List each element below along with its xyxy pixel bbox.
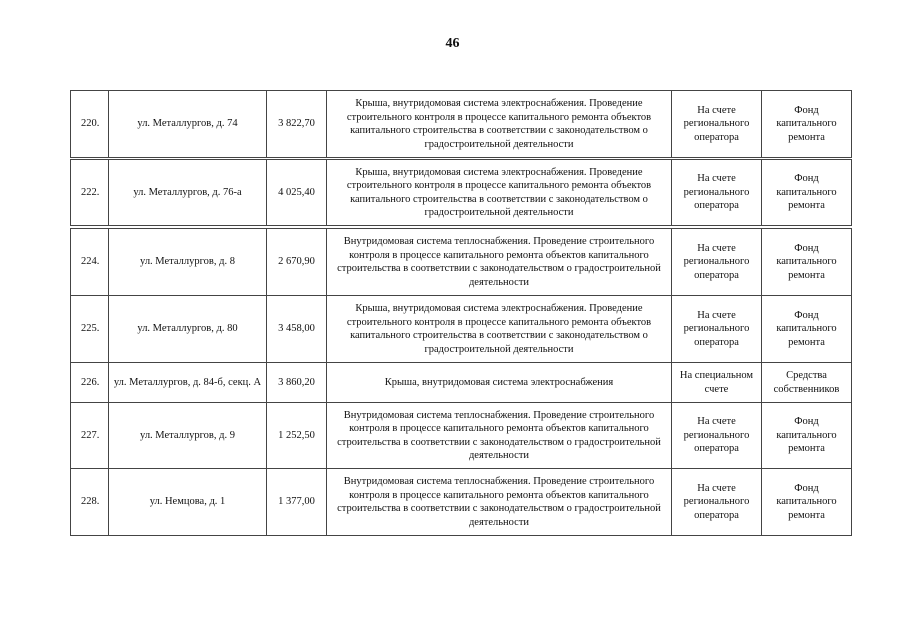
row-number: 226. [71, 363, 109, 403]
work-cell: Крыша, внутридомовая система электроснабжения. Проведение строительного контроля в процессе капитального ремонта объектов капитального строительства в соответствии с законодательством о градостроительной деятельности [327, 296, 672, 363]
work-cell: Внутридомовая система теплоснабжения. Проведение строительного контроля в процессе капитального ремонта объектов капитального строительства в соответствии с законодательством о градостроительной деятельности [327, 229, 672, 296]
account-cell: На счете регионального оператора [672, 403, 762, 469]
repair-table-1 [70, 90, 852, 158]
address-cell: ул. Металлургов, д. 84-б, секц. А [109, 363, 267, 403]
table-row [71, 229, 852, 296]
area-cell: 3 458,00 [267, 296, 327, 363]
row-number: 228. [71, 469, 109, 536]
row-number: 224. [71, 229, 109, 296]
table-row [71, 363, 852, 403]
fund-cell: Фонд капитального ремонта [762, 469, 852, 536]
area-cell: 2 670,90 [267, 229, 327, 296]
row-number: 227. [71, 403, 109, 469]
row-number: 220. [71, 91, 109, 158]
account-cell: На счете регионального оператора [672, 160, 762, 226]
table-row [71, 403, 852, 469]
address-cell: ул. Металлургов, д. 74 [109, 91, 267, 158]
table-row [71, 160, 852, 226]
page-number: 46 [445, 36, 460, 51]
area-cell: 3 860,20 [267, 363, 327, 403]
area-cell: 4 025,40 [267, 160, 327, 226]
work-cell: Крыша, внутридомовая система электроснабжения. Проведение строительного контроля в процессе капитального ремонта объектов капитального строительства в соответствии с законодательством о градостроительной деятельности [327, 160, 672, 226]
address-cell: ул. Металлургов, д. 9 [109, 403, 267, 469]
account-cell: На счете регионального оператора [672, 296, 762, 363]
table-row [71, 469, 852, 536]
account-cell: На счете регионального оператора [672, 469, 762, 536]
fund-cell: Фонд капитального ремонта [762, 403, 852, 469]
account-cell: На счете регионального оператора [672, 91, 762, 158]
address-cell: ул. Металлургов, д. 8 [109, 229, 267, 296]
area-cell: 1 377,00 [267, 469, 327, 536]
table-row [71, 296, 852, 363]
fund-cell: Фонд капитального ремонта [762, 229, 852, 296]
fund-cell: Фонд капитального ремонта [762, 296, 852, 363]
work-cell: Крыша, внутридомовая система электроснабжения. Проведение строительного контроля в процессе капитального ремонта объектов капитального строительства в соответствии с законодательством о градостроительной деятельности [327, 91, 672, 158]
table-row [71, 91, 852, 158]
work-cell: Крыша, внутридомовая система электроснабжения [327, 363, 672, 403]
account-cell: На специальном счете [672, 363, 762, 403]
fund-cell: Фонд капитального ремонта [762, 160, 852, 226]
row-number: 222. [71, 160, 109, 226]
fund-cell: Средства собственников [762, 363, 852, 403]
address-cell: ул. Металлургов, д. 76-а [109, 160, 267, 226]
area-cell: 3 822,70 [267, 91, 327, 158]
area-cell: 1 252,50 [267, 403, 327, 469]
repair-table-2 [70, 159, 852, 226]
row-number: 225. [71, 296, 109, 363]
work-cell: Внутридомовая система теплоснабжения. Проведение строительного контроля в процессе капитального ремонта объектов капитального строительства в соответствии с законодательством о градостроительной деятельности [327, 403, 672, 469]
account-cell: На счете регионального оператора [672, 229, 762, 296]
repair-table-3 [70, 228, 852, 536]
work-cell: Внутридомовая система теплоснабжения. Проведение строительного контроля в процессе капитального ремонта объектов капитального строительства в соответствии с законодательством о градостроительной деятельности [327, 469, 672, 536]
address-cell: ул. Немцова, д. 1 [109, 469, 267, 536]
address-cell: ул. Металлургов, д. 80 [109, 296, 267, 363]
fund-cell: Фонд капитального ремонта [762, 91, 852, 158]
